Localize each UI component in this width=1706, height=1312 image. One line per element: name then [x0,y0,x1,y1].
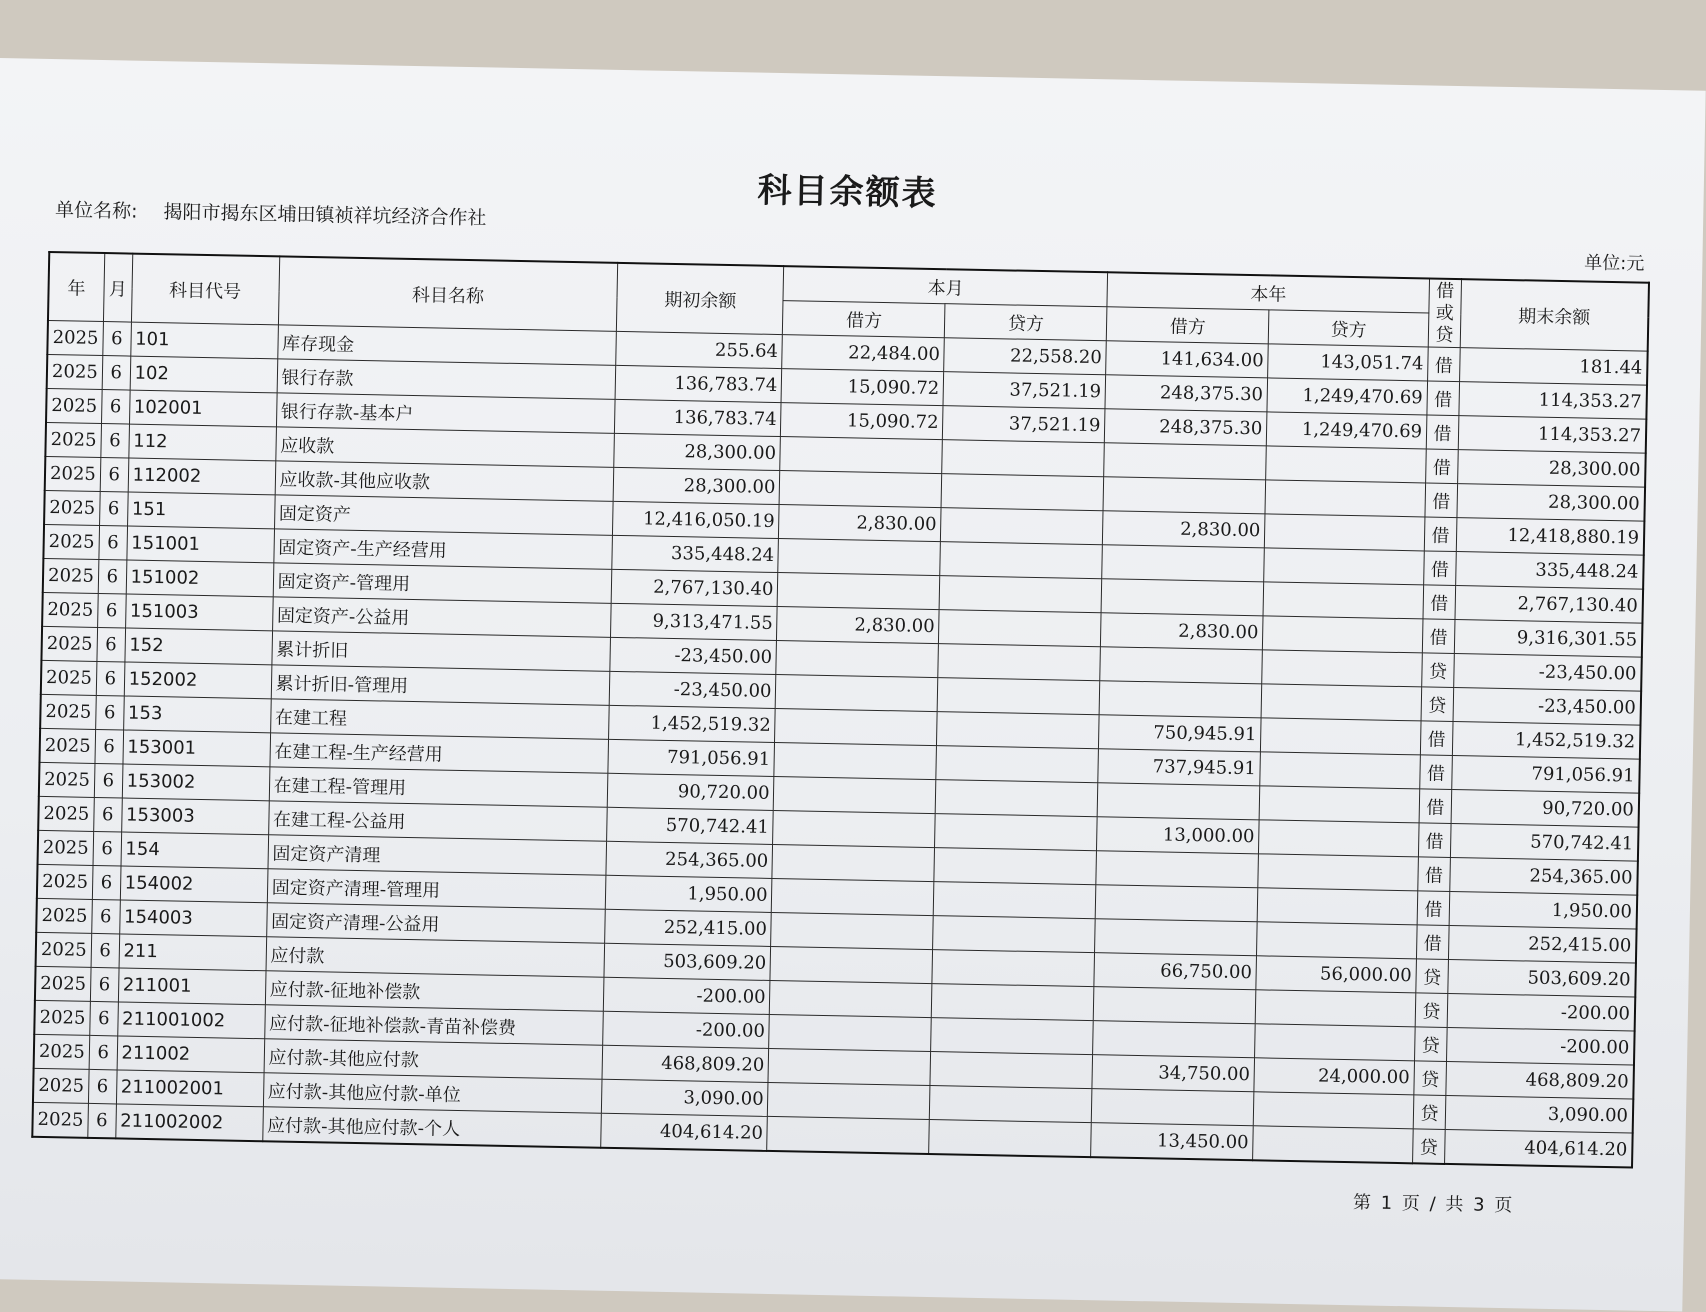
cell-year-credit: 143,051.74 [1268,344,1428,381]
cell-name: 库存现金 [277,325,616,365]
cell-name: 应付款-其他应付款-个人 [262,1107,601,1148]
cell-year-debit: 13,450.00 [1091,1123,1254,1161]
cell-name: 固定资产-生产经营用 [273,529,612,569]
cell-closing: 791,056.91 [1452,756,1640,794]
header-month-debit: 借方 [783,301,946,338]
cell-month-debit [780,437,943,474]
cell-direction: 贷 [1421,687,1454,722]
header-year-credit: 贷方 [1268,310,1428,347]
cell-month-credit [930,1086,1093,1123]
cell-code: 112 [128,424,276,461]
cell-year: 2025 [39,728,95,763]
cell-opening: 12,416,050.19 [613,501,780,538]
cell-month: 6 [88,1103,116,1138]
cell-month-credit [941,508,1104,545]
cell-month-credit: 22,558.20 [944,338,1107,375]
cell-name: 在建工程-管理用 [269,767,608,807]
cell-year-credit [1257,922,1417,959]
cell-direction: 贷 [1414,1027,1447,1062]
cell-year-debit [1097,783,1260,820]
cell-closing: 252,415.00 [1448,925,1636,963]
cell-month-credit [940,542,1103,579]
cell-year: 2025 [40,694,96,729]
cell-year: 2025 [42,592,98,627]
cell-name: 应收款 [275,427,614,467]
cell-year-debit: 750,945.91 [1099,715,1262,752]
unit-name-label: 单位名称: [54,199,138,223]
cell-year: 2025 [41,660,97,695]
cell-year-debit [1093,1021,1256,1058]
cell-direction: 借 [1417,891,1450,926]
header-year: 年 [48,252,105,322]
cell-closing: -200.00 [1446,1027,1634,1065]
cell-direction: 贷 [1413,1129,1446,1164]
cell-month-debit: 15,090.72 [781,403,944,440]
cell-month: 6 [92,865,120,900]
cell-direction: 借 [1418,857,1451,892]
cell-month-debit [770,980,933,1017]
cell-month: 6 [89,1035,117,1070]
cell-code: 151003 [125,594,273,631]
cell-month-credit [939,610,1102,647]
cell-opening: 1,950.00 [606,875,773,912]
page-number: 第 1 页 / 共 3 页 [1352,1192,1515,1217]
cell-opening: 404,614.20 [601,1113,768,1151]
cell-code: 112002 [128,458,276,495]
cell-closing: -200.00 [1447,993,1635,1031]
header-name: 科目名称 [278,256,618,331]
cell-month-debit [774,743,937,780]
cell-year-credit [1253,1126,1413,1164]
cell-month-credit [938,678,1101,715]
header-closing: 期末余额 [1460,279,1649,351]
cell-year: 2025 [43,558,99,593]
cell-year: 2025 [44,490,100,525]
cell-closing: 181.44 [1459,348,1647,386]
cell-year: 2025 [46,388,102,423]
cell-code: 151002 [126,560,274,597]
cell-month-credit [938,644,1101,681]
cell-year: 2025 [34,1034,90,1069]
unit-name-line [55,195,487,230]
cell-closing: 1,950.00 [1449,891,1637,929]
cell-closing: 335,448.24 [1456,552,1644,590]
cell-year-credit [1264,548,1424,585]
cell-code: 211001002 [117,1002,265,1039]
cell-year-credit [1259,786,1419,823]
cell-code: 211002 [117,1036,265,1073]
cell-year-credit: 56,000.00 [1256,956,1416,993]
cell-opening: 9,313,471.55 [611,603,778,640]
cell-name: 累计折旧-管理用 [271,665,610,705]
cell-month-debit [772,878,935,915]
cell-direction: 借 [1426,415,1459,450]
cell-month: 6 [96,661,124,696]
cell-year-credit [1253,1092,1413,1129]
cell-month-debit [768,1048,931,1085]
cell-month-credit [930,1052,1093,1089]
cell-month-debit [769,1014,932,1051]
cell-year: 2025 [35,966,91,1001]
cell-closing: 254,365.00 [1450,857,1638,895]
cell-month-debit [773,810,936,847]
cell-year-credit: 1,249,470.69 [1267,378,1427,415]
cell-year: 2025 [45,456,101,491]
cell-name: 应付款 [266,937,605,977]
cell-month-credit [934,882,1097,919]
cell-opening: -23,450.00 [610,637,777,674]
cell-opening: -200.00 [604,977,771,1014]
cell-month-debit [780,471,943,508]
cell-year-credit: 1,249,470.69 [1266,412,1426,449]
cell-direction: 借 [1420,755,1453,790]
cell-month: 6 [91,933,119,968]
cell-name: 固定资产清理 [268,835,607,875]
cell-year-debit [1102,545,1265,582]
cell-month-credit [942,440,1105,477]
cell-year-credit [1261,718,1421,755]
cell-code: 153001 [123,730,271,767]
cell-month-credit [939,576,1102,613]
cell-month: 6 [99,525,127,560]
cell-code: 152 [125,628,273,665]
cell-code: 102001 [129,390,277,427]
cell-month: 6 [101,424,129,459]
cell-opening: 468,809.20 [602,1045,769,1082]
cell-opening: 255.64 [616,331,783,368]
cell-year-debit: 66,750.00 [1094,953,1257,990]
cell-name: 应付款-其他应付款 [264,1039,603,1079]
cell-closing: 90,720.00 [1451,790,1639,828]
cell-month: 6 [102,356,130,391]
cell-name: 固定资产清理-管理用 [267,869,606,909]
cell-month-debit [774,776,937,813]
cell-year-credit [1263,616,1423,653]
cell-month-debit [778,573,941,610]
cell-month-debit: 22,484.00 [782,335,945,372]
cell-year-debit [1092,1089,1255,1126]
cell-year-debit: 2,830.00 [1103,511,1266,548]
cell-code: 153003 [121,798,269,835]
table-body [32,320,1647,1167]
cell-opening: 1,452,519.32 [609,705,776,742]
cell-year-credit [1265,514,1425,551]
cell-month: 6 [98,559,126,594]
cell-name: 固定资产 [274,495,613,535]
cell-direction: 借 [1419,789,1452,824]
cell-month: 6 [96,695,124,730]
cell-year: 2025 [43,524,99,559]
cell-name: 银行存款-基本户 [276,393,615,433]
cell-direction: 贷 [1414,1061,1447,1096]
cell-month-credit: 37,521.19 [943,372,1106,409]
cell-month-debit [778,539,941,576]
cell-month-debit [768,1082,931,1119]
cell-month-debit [775,709,938,746]
cell-closing: 570,742.41 [1450,823,1638,861]
cell-year-debit: 34,750.00 [1092,1055,1255,1092]
cell-month: 6 [88,1069,116,1104]
cell-year: 2025 [45,422,101,457]
cell-name: 累计折旧 [271,631,610,671]
cell-year-debit [1096,851,1259,888]
cell-direction: 借 [1427,381,1460,416]
cell-year: 2025 [34,1000,90,1035]
header-year-debit: 借方 [1107,307,1270,344]
cell-month-credit [934,848,1097,885]
cell-month-debit [771,912,934,949]
cell-month-debit [776,675,939,712]
cell-closing: -23,450.00 [1453,688,1641,726]
cell-direction: 借 [1422,619,1455,654]
cell-year-debit [1099,681,1262,718]
cell-name: 应付款-征地补偿款-青苗补偿费 [264,1005,603,1045]
cell-code: 154 [121,832,269,869]
cell-month-credit [933,916,1096,953]
cell-month-credit [932,950,1095,987]
cell-opening: -23,450.00 [609,671,776,708]
cell-code: 152002 [124,662,272,699]
cell-code: 153002 [122,764,270,801]
cell-opening: 28,300.00 [614,433,781,470]
cell-year: 2025 [41,626,97,661]
cell-opening: -200.00 [603,1011,770,1048]
cell-year: 2025 [39,762,95,797]
cell-year: 2025 [32,1102,88,1138]
cell-month: 6 [94,797,122,832]
cell-year-credit [1255,990,1415,1027]
cell-closing: 12,418,880.19 [1456,518,1644,556]
unit-name-value: 揭阳市揭东区埔田镇祯祥坑经济合作社 [163,201,487,230]
cell-name: 在建工程 [270,699,609,739]
cell-closing: -23,450.00 [1454,654,1642,692]
cell-name: 固定资产清理-公益用 [266,903,605,943]
cell-month: 6 [90,967,118,1002]
cell-code: 211 [119,934,267,971]
cell-direction: 借 [1424,517,1457,552]
cell-code: 151 [127,492,275,529]
cell-opening: 136,783.74 [615,365,782,402]
cell-year-debit [1100,647,1263,684]
cell-year: 2025 [37,864,93,899]
cell-year: 2025 [38,830,94,865]
cell-month: 6 [99,492,127,527]
cell-direction: 贷 [1415,993,1448,1028]
cell-year-debit: 13,000.00 [1097,817,1260,854]
cell-name: 在建工程-生产经营用 [270,733,609,773]
cell-opening: 791,056.91 [608,739,775,776]
cell-closing: 404,614.20 [1444,1129,1632,1167]
cell-month: 6 [94,763,122,798]
page-title: 科目余额表 [757,170,938,215]
cell-month-debit: 2,830.00 [779,505,942,542]
cell-direction: 借 [1423,585,1456,620]
cell-code: 211002002 [115,1104,263,1141]
cell-code: 102 [130,356,278,393]
cell-direction: 借 [1426,449,1459,484]
cell-closing: 9,316,301.55 [1454,620,1642,658]
header-direction: 借或贷 [1428,278,1461,347]
cell-month-credit [937,712,1100,749]
cell-direction: 借 [1428,347,1461,382]
cell-year-credit [1261,684,1421,721]
cell-month-credit [935,814,1098,851]
cell-code: 101 [130,322,278,359]
cell-year: 2025 [36,932,92,967]
cell-month-debit: 2,830.00 [777,607,940,644]
header-this-month: 本月 [783,266,1107,307]
cell-month-debit [772,844,935,881]
cell-year: 2025 [33,1068,89,1103]
cell-name: 在建工程-公益用 [268,801,607,841]
cell-month: 6 [93,831,121,866]
cell-closing: 1,452,519.32 [1452,722,1640,760]
cell-month-credit [941,474,1104,511]
document-page [0,58,1706,1312]
cell-year-debit: 248,375.30 [1105,409,1268,446]
cell-closing: 28,300.00 [1457,484,1645,522]
cell-year-debit: 2,830.00 [1101,613,1264,650]
cell-year-credit [1258,854,1418,891]
cell-year-credit [1265,480,1425,517]
cell-closing: 468,809.20 [1446,1061,1634,1099]
cell-closing: 3,090.00 [1445,1095,1633,1133]
cell-month-debit [776,641,939,678]
cell-opening: 570,742.41 [607,807,774,844]
cell-closing: 28,300.00 [1458,450,1646,488]
cell-month-debit [767,1116,930,1154]
cell-month: 6 [97,593,125,628]
cell-month-credit [932,984,1095,1021]
cell-closing: 2,767,130.40 [1455,586,1643,624]
cell-month: 6 [95,729,123,764]
cell-year-credit [1266,446,1426,483]
cell-year: 2025 [47,354,103,389]
cell-year-debit [1094,987,1257,1024]
cell-year-credit [1263,582,1423,619]
cell-year-debit [1095,919,1258,956]
cell-month-credit [929,1120,1092,1158]
cell-closing: 114,353.27 [1459,382,1647,420]
cell-code: 154003 [119,900,267,937]
cell-month: 6 [101,390,129,425]
header-month-credit: 贷方 [945,304,1108,341]
cell-name: 银行存款 [277,359,616,399]
cell-year: 2025 [38,796,94,831]
cell-opening: 252,415.00 [605,909,772,946]
cell-name: 固定资产-管理用 [273,563,612,603]
cell-name: 固定资产-公益用 [272,597,611,637]
cell-month: 6 [103,322,131,357]
cell-month: 6 [97,627,125,662]
cell-year-debit: 248,375.30 [1105,375,1268,412]
cell-direction: 贷 [1416,959,1449,994]
cell-opening: 254,365.00 [606,841,773,878]
cell-month-debit: 15,090.72 [782,369,945,406]
cell-closing: 503,609.20 [1448,959,1636,997]
header-month: 月 [103,253,132,322]
cell-name: 应收款-其他应收款 [275,461,614,501]
header-this-year: 本年 [1107,272,1429,313]
cell-opening: 136,783.74 [615,399,782,436]
cell-direction: 借 [1418,823,1451,858]
cell-year: 2025 [47,320,103,355]
cell-code: 211002001 [116,1070,264,1107]
cell-month: 6 [100,458,128,493]
cell-opening: 335,448.24 [612,535,779,572]
cell-opening: 90,720.00 [608,773,775,810]
cell-month-credit [936,780,1099,817]
header-code: 科目代号 [131,254,279,325]
balance-table [31,251,1650,1169]
cell-month-debit [770,946,933,983]
cell-name: 应付款-征地补偿款 [265,971,604,1011]
cell-direction: 借 [1420,721,1453,756]
cell-year-credit [1262,650,1422,687]
cell-opening: 503,609.20 [604,943,771,980]
cell-month-credit [931,1018,1094,1055]
cell-name: 应付款-其他应付款-单位 [263,1073,602,1113]
cell-year-debit: 737,945.91 [1098,749,1261,786]
cell-year-credit [1259,820,1419,857]
cell-opening: 28,300.00 [613,467,780,504]
cell-closing: 114,353.27 [1458,416,1646,454]
cell-direction: 贷 [1413,1095,1446,1130]
cell-code: 153 [123,696,271,733]
cell-year-debit [1103,477,1266,514]
cell-month: 6 [90,1001,118,1036]
cell-year-credit [1260,752,1420,789]
cell-month-credit: 37,521.19 [943,406,1106,443]
cell-direction: 借 [1416,925,1449,960]
cell-code: 154002 [120,866,268,903]
cell-year-debit [1095,885,1258,922]
cell-direction: 借 [1424,551,1457,586]
cell-year-credit: 24,000.00 [1254,1058,1414,1095]
cell-code: 211001 [118,968,266,1005]
cell-year-credit [1255,1024,1415,1061]
header-opening: 期初余额 [617,263,784,335]
cell-direction: 贷 [1422,653,1455,688]
cell-year-debit [1101,579,1264,616]
cell-month-credit [936,746,1099,783]
cell-code: 151001 [126,526,274,563]
cell-year-debit [1104,443,1267,480]
cell-opening: 3,090.00 [602,1079,769,1116]
cell-direction: 借 [1425,483,1458,518]
cell-year-credit [1257,888,1417,925]
cell-year: 2025 [36,898,92,933]
currency-unit: 单位:元 [1584,252,1645,275]
cell-year-debit: 141,634.00 [1106,341,1269,378]
cell-month: 6 [92,899,120,934]
cell-opening: 2,767,130.40 [611,569,778,606]
